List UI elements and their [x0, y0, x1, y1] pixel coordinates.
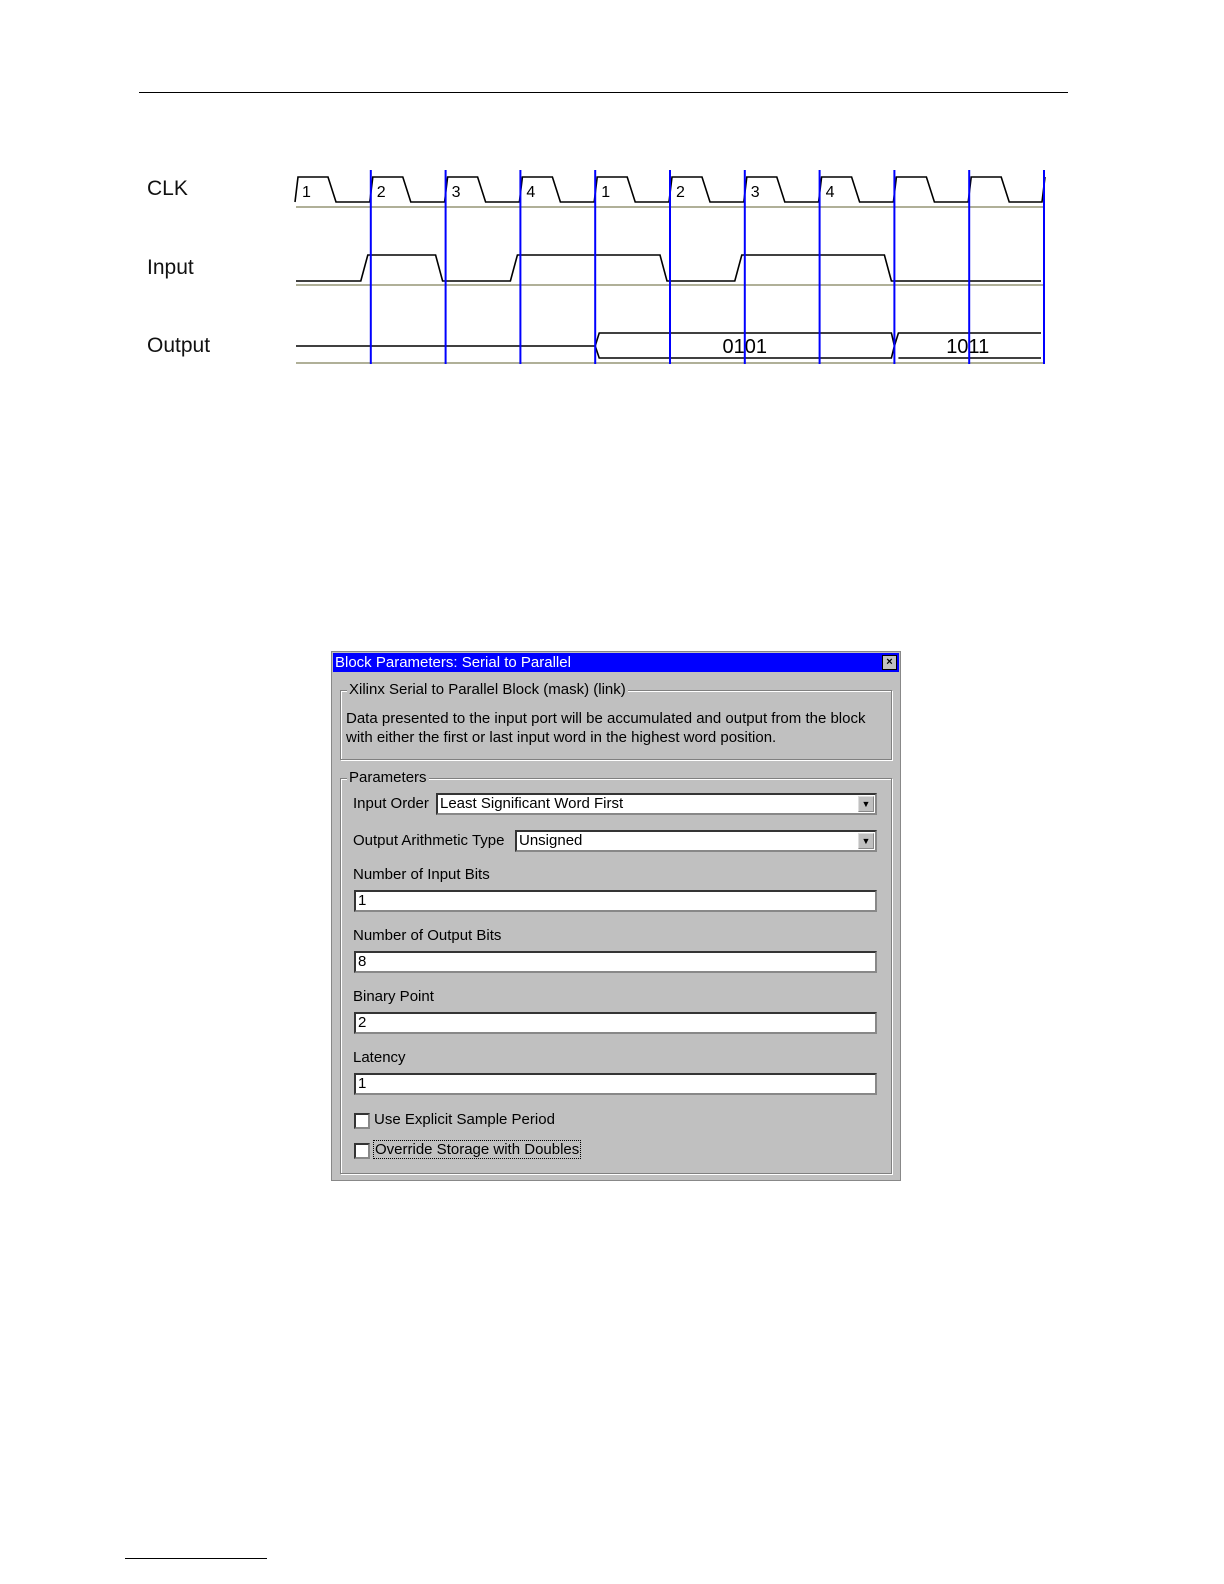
block-parameters-dialog — [331, 651, 901, 1181]
latency-field[interactable]: 1 — [354, 1073, 877, 1095]
explicit-sample-period-checkbox[interactable] — [354, 1113, 370, 1129]
override-doubles-checkbox[interactable] — [354, 1143, 370, 1159]
footnote-rule — [125, 1558, 267, 1559]
arith-type-value: Unsigned — [519, 832, 583, 849]
description-line: with either the first or last input word in the highest word position. — [346, 729, 777, 746]
latency-label: Latency — [353, 1049, 406, 1066]
clock-cycle-label: 4 — [526, 184, 536, 201]
clock-cycle-label: 3 — [451, 184, 461, 201]
description-line: Data presented to the input port will be accumulated and output from the block — [346, 710, 866, 727]
signal-label-input: Input — [147, 256, 194, 279]
chevron-down-icon[interactable]: ▼ — [858, 833, 874, 849]
timing-diagram — [0, 0, 1224, 400]
input-trace — [296, 255, 1041, 281]
description-text — [346, 709, 865, 747]
description-group-title: Xilinx Serial to Parallel Block (mask) (link) — [349, 681, 626, 698]
arith-type-label: Output Arithmetic Type — [353, 832, 505, 849]
output-word-label: 1011 — [946, 336, 990, 358]
input-order-select[interactable] — [436, 793, 877, 815]
input-order-value: Least Significant Word First — [440, 795, 624, 812]
input-bits-label: Number of Input Bits — [353, 866, 490, 883]
binary-point-field[interactable]: 2 — [354, 1012, 877, 1034]
input-bits-field[interactable]: 1 — [354, 890, 877, 912]
binary-point-label: Binary Point — [353, 988, 434, 1005]
chevron-down-icon[interactable]: ▼ — [858, 796, 874, 812]
description-group — [340, 681, 892, 760]
input-order-label: Input Order — [353, 795, 429, 812]
clock-cycle-label: 1 — [302, 184, 311, 201]
dialog-title: Block Parameters: Serial to Parallel — [335, 654, 571, 671]
clock-cycle-label: 2 — [376, 184, 386, 201]
output-bits-field[interactable]: 8 — [354, 951, 877, 973]
override-doubles-label: Override Storage with Doubles — [375, 1141, 580, 1158]
signal-label-output: Output — [147, 334, 211, 357]
dialog-titlebar — [333, 653, 899, 672]
close-button[interactable]: × — [882, 655, 897, 670]
clock-cycle-label: 1 — [601, 184, 611, 201]
explicit-sample-period-label: Use Explicit Sample Period — [374, 1111, 555, 1128]
signal-label-clk: CLK — [147, 177, 188, 200]
output-word-label: 0101 — [722, 336, 768, 358]
output-bits-label: Number of Output Bits — [353, 927, 502, 944]
clock-cycle-label: 4 — [825, 184, 835, 201]
arith-type-select[interactable] — [515, 830, 877, 852]
clock-cycle-label: 3 — [750, 184, 760, 201]
clock-cycle-label: 2 — [676, 184, 685, 201]
parameters-group-title: Parameters — [349, 769, 427, 786]
